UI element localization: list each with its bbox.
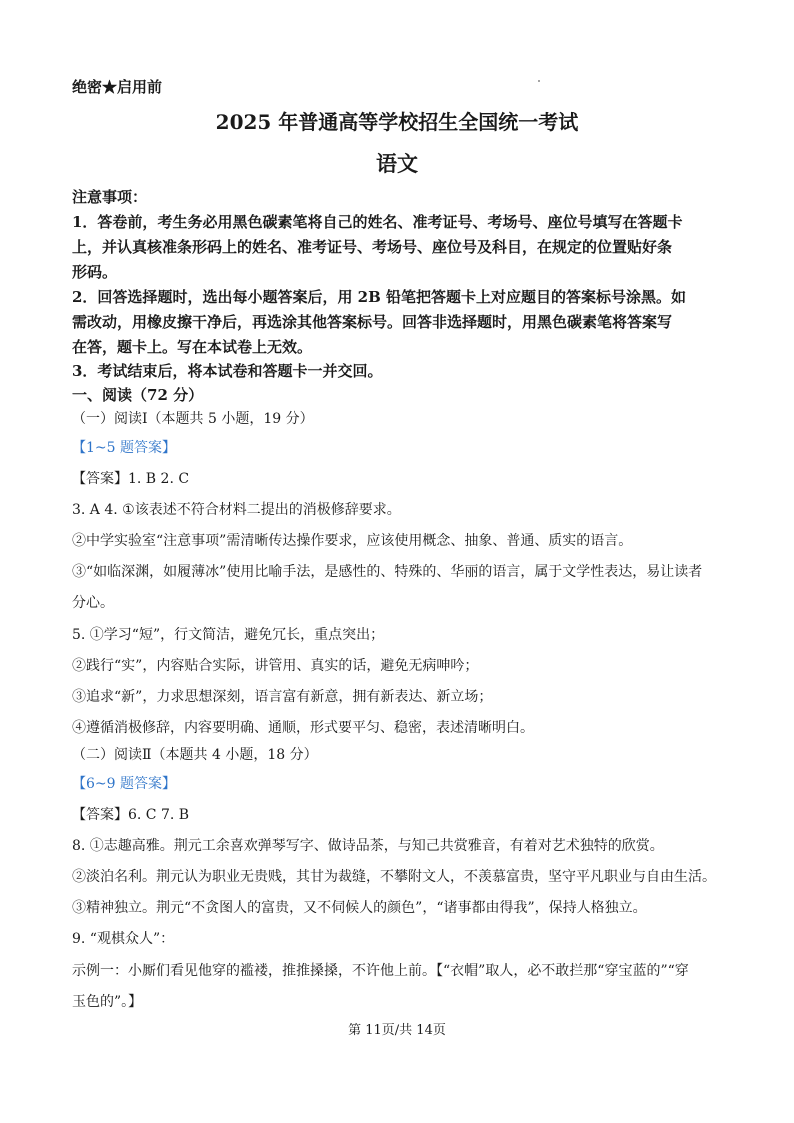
answer-text: 5. ①学习“短”，行文简洁，避免冗长，重点突出； — [72, 627, 385, 643]
answer-text: ②淡泊名利。荆元认为职业无贵贱，其甘为裁缝，不攀附文人，不羡慕富贵，坚守平凡职业与自由生活。 — [72, 869, 716, 885]
part2-heading: （二）阅读Ⅱ（本题共 4 小题，18 分） — [72, 747, 318, 763]
answer-text: 玉色的”。】 — [72, 994, 143, 1010]
notice-line: 2．回答选择题时，选出每小题答案后，用 2B 铅笔把答题卡上对应题目的答案标号涂黑。如 — [72, 288, 687, 306]
answer-text: 8. ①志趣高雅。荆元工余喜欢弹琴写字、做诗品茶，与知己共赏雅音，有着对艺术独特的欣赏。 — [72, 838, 664, 854]
answer-tag: 【6~9 题答案】 — [72, 776, 176, 792]
subject-title: 语文 — [376, 151, 418, 176]
answer-text: ④遵循消极修辞，内容要明确、通顺，形式要平匀、稳密，表述清晰明白。 — [72, 720, 534, 736]
answer-text: 3. A 4. ①该表述不符合材料二提出的消极修辞要求。 — [72, 502, 401, 518]
notice-line: 需改动，用橡皮擦干净后，再选涂其他答案标号。回答非选择题时，用黑色碳素笔将答案写 — [72, 313, 673, 331]
answer-line: 【答案】6. C 7. B — [72, 807, 190, 823]
answer-text: ②践行“实”，内容贴合实际，讲管用、真实的话，避免无病呻吟； — [72, 658, 479, 674]
answer-tag: 【1~5 题答案】 — [72, 440, 176, 456]
notice-line: 1．答卷前，考生务必用黑色碳素笔将自己的姓名、准考证号、考场号、座位号填写在答题卡 — [72, 213, 683, 231]
answer-text: ③精神独立。荆元“不贪图人的富贵，又不伺候人的颜色”，“诸事都由得我”，保持人格独立。 — [72, 900, 647, 916]
confidential-label: 绝密★启用前 — [72, 78, 163, 96]
notice-line: 在答，题卡上。写在本试卷上无效。 — [72, 338, 313, 356]
answer-text: 示例一：小厮们看见他穿的褴褛，推推搡搡，不许他上前。【“衣帽”取人，必不敢拦那“穿宝蓝的”“穿 — [72, 963, 689, 979]
part1-heading: （一）阅读Ⅰ（本题共 5 小题，19 分） — [72, 411, 314, 427]
notice-line: 上，并认真核准条形码上的姓名、准考证号、考场号、座位号及科目，在规定的位置贴好条 — [72, 238, 673, 256]
answer-text: ③追求“新”，力求思想深刻，语言富有新意，拥有新表达、新立场； — [72, 689, 493, 705]
page-number: 第 11页/共 14页 — [348, 1023, 446, 1038]
answer-text: ③“如临深渊，如履薄冰”使用比喻手法，是感性的、特殊的、华丽的语言，属于文学性表达，易让读者 — [72, 564, 703, 580]
notice-heading: 注意事项： — [72, 188, 148, 206]
answer-text: ②中学实验室“注意事项”需清晰传达操作要求，应该使用概念、抽象、普通、质实的语言。 — [72, 533, 633, 549]
answer-line: 【答案】1. B 2. C — [72, 471, 190, 487]
notice-line: 形码。 — [72, 263, 118, 281]
exam-title: 2025 年普通高等学校招生全国统一考试 — [215, 110, 579, 134]
section-heading: 一、阅读（72 分） — [72, 386, 204, 404]
answer-text: 分心。 — [72, 595, 114, 611]
notice-line: 3．考试结束后，将本试卷和答题卡一并交回。 — [72, 362, 383, 380]
scan-speck — [538, 80, 540, 82]
answer-text: 9. “观棋众人”： — [72, 931, 175, 947]
